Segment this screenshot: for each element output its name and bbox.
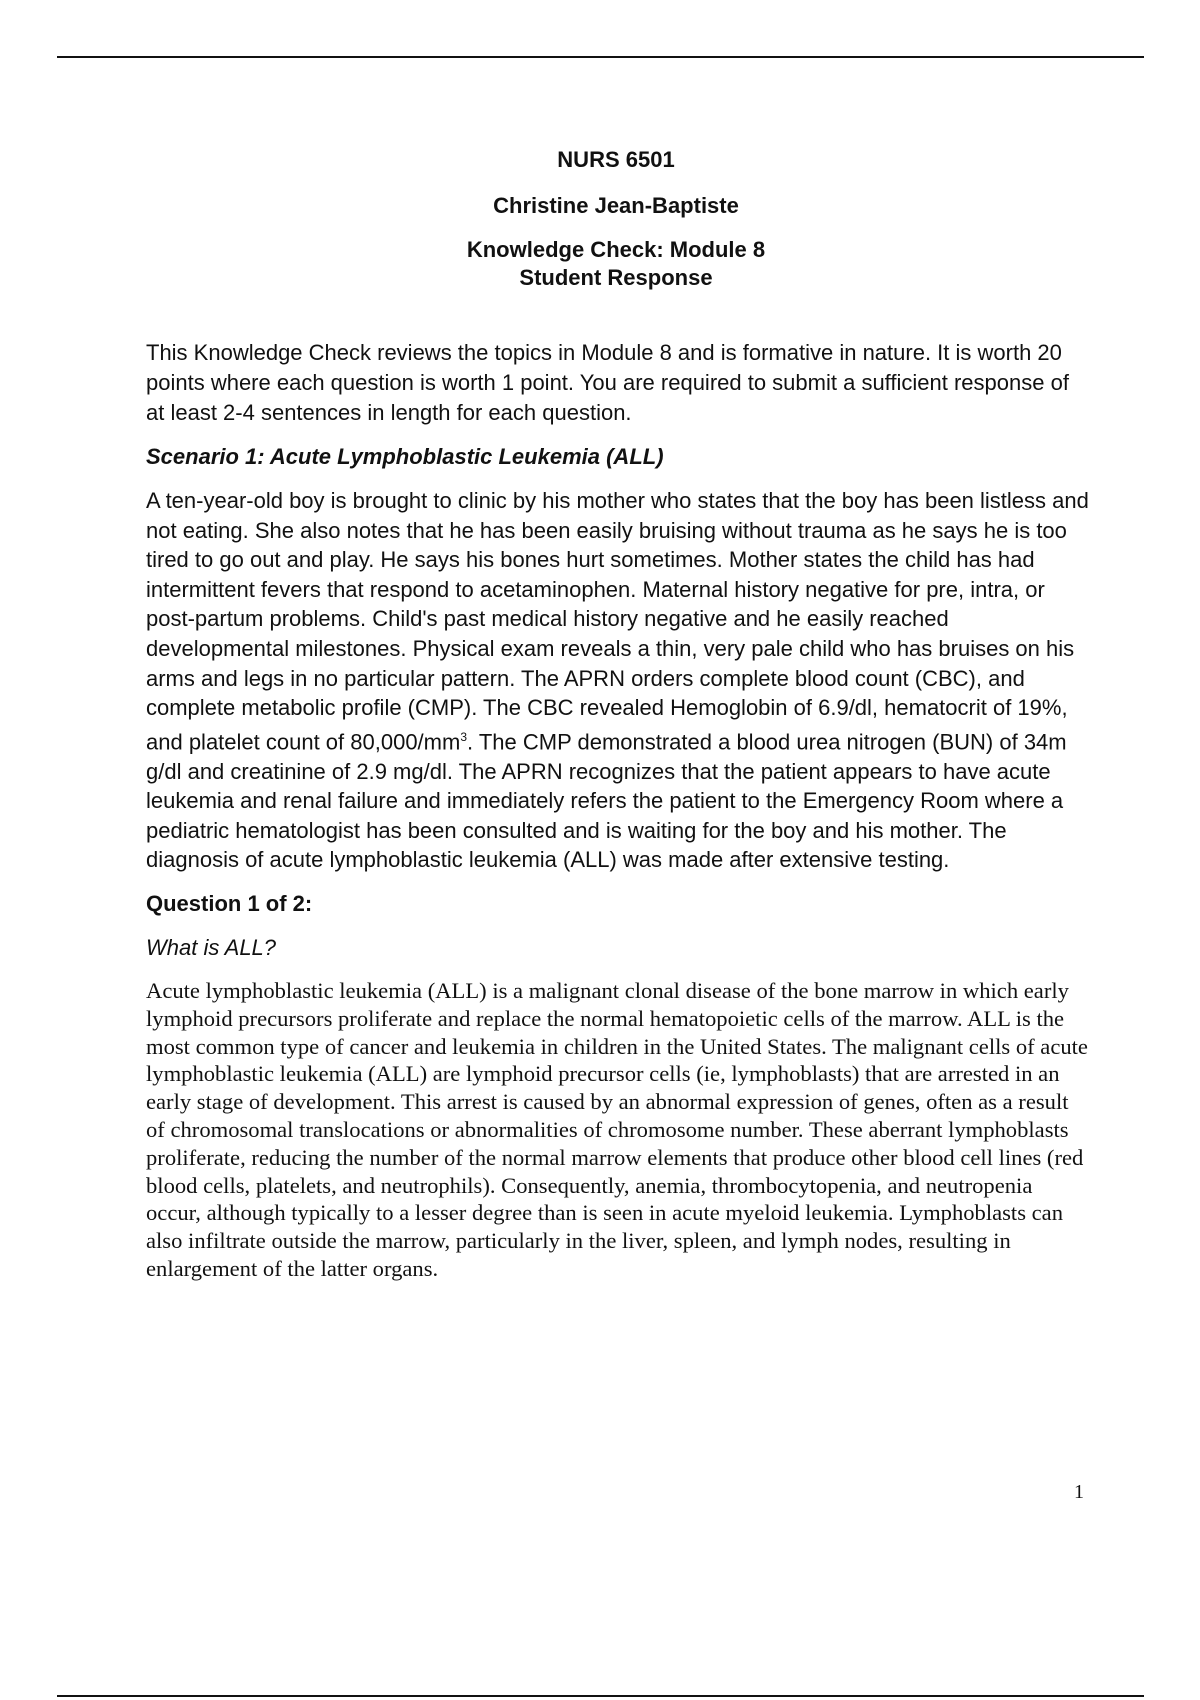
scenario-heading: Scenario 1: Acute Lymphoblastic Leukemia (ALL) [146, 444, 664, 469]
intro-paragraph: This Knowledge Check reviews the topics in Module 8 and is formative in nature. It is worth 20 points where each question is worth 1 point. You are required to submit a sufficient response of at least 2-4 sentences in length for each question. [146, 340, 1069, 425]
document-subtitle: Student Response [519, 265, 713, 290]
question-heading: Question 1 of 2: [146, 891, 313, 917]
document-page [146, 140, 1089, 1283]
superscript-three: 3 [460, 729, 468, 744]
footer-rule [57, 1695, 1144, 1697]
answer-paragraph: Acute lymphoblastic leukemia (ALL) is a malignant clonal disease of the bone marrow in which early lymphoid precursors proliferate and replace the normal hematopoietic cells of the marrow. ALL is the most common type of cancer and leukemia in children in the United States. The malignant cells of acute lymphoblastic leukemia (ALL) are lymphoid precursor cells (ie, lymphoblasts) that are arrested in an early stage of development. This arrest is caused by an abnormal expression of genes, often as a result of chromosomal translocations or abnormalities of chromosome number. These aberrant lymphoblasts proliferate, reducing the number of the normal marrow elements that produce other blood cell lines (red blood cells, platelets, and neutrophils). Consequently, anemia, thrombocytopenia, and neutropenia occur, although typically to a lesser degree than is seen in acute myeloid leukemia. Lymphoblasts can also infiltrate outside the marrow, particularly in the liver, spleen, and lymph nodes, resulting in enlargement of the latter organs. [146, 978, 1088, 1282]
author-name: Christine Jean-Baptiste [493, 193, 739, 218]
page-number: 1 [1074, 1481, 1084, 1503]
course-code: NURS 6501 [557, 147, 675, 172]
document-title: Knowledge Check: Module 8 [466, 237, 766, 262]
scenario-text-part2: . The CMP demonstrated a blood urea nitrogen (BUN) of 34m g/dl and creatinine of 2.9 mg/dl. The APRN recognizes that the patient appears to have acute leukemia and renal failure and immediately refers the patient to the Emergency Room where a pediatric hematologist has been consulted and is waiting for the boy and his mother. The diagnosis of acute lymphoblastic leukemia (ALL) was made after extensive testing. [146, 729, 1067, 873]
scenario-text-part1: A ten-year-old boy is brought to clinic by his mother who states that the boy has been listless and not eating. She also notes that he has been easily bruising without trauma as he says he is too tired to go out and play. He says his bones hurt sometimes. Mother states the child has had intermittent fevers that respond to acetaminophen. Maternal history negative for pre, intra, or post-partum problems. Child's past medical history negative and he easily reached developmental milestones. Physical exam reveals a thin, very pale child who has bruises on his arms and legs in no particular pattern. The APRN orders complete blood count (CBC), and complete metabolic profile (CMP). The CBC revealed Hemoglobin of 6.9/dl, hematocrit of 19%, and platelet count of 80,000/mm [146, 488, 1089, 755]
scenario-paragraph [146, 486, 1096, 875]
header-rule [57, 56, 1144, 58]
question-prompt: What is ALL? [146, 935, 277, 961]
